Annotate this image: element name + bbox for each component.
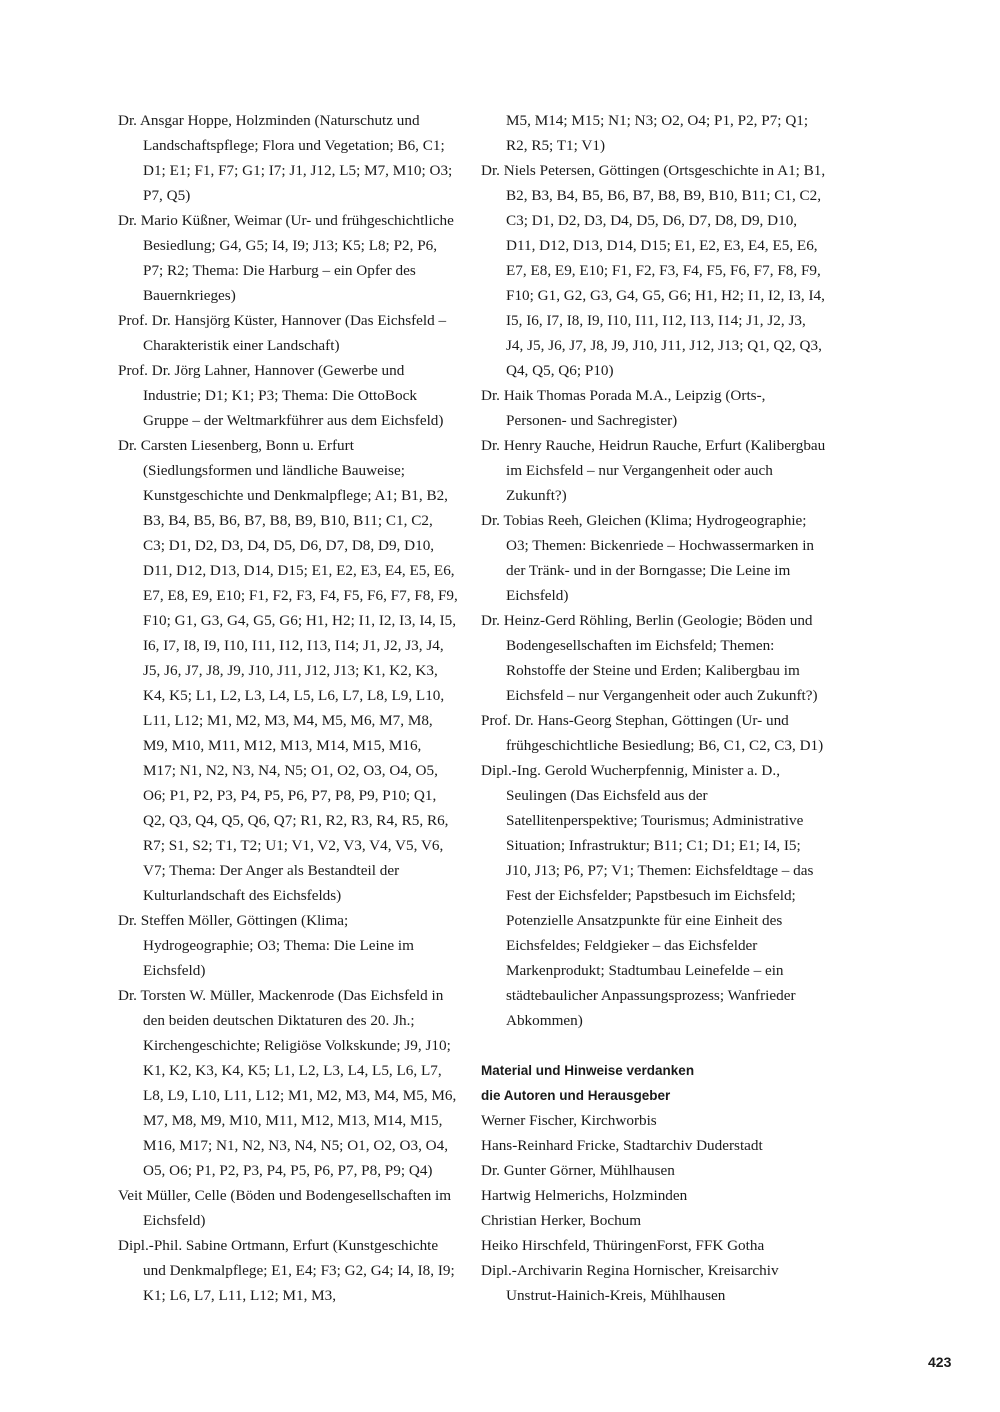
contributor-entry: Dr. Mario Küßner, Weimar (Ur- und frühgeschichtliche Besiedlung; G4, G5; I4, I9; J13; K5; L8; P2, P6, P7; R2; Thema: Die Harburg – ein Opfer des Bauernkrieges) bbox=[118, 212, 454, 304]
acknowledgement-item: Heiko Hirschfeld, ThüringenForst, FFK Gotha bbox=[481, 1237, 765, 1254]
section-heading: die Autoren und Herausgeber bbox=[481, 1088, 671, 1103]
contributor-entry: Dr. Carsten Liesenberg, Bonn u. Erfurt (Siedlungsformen und ländliche Bauweise; Kunstgeschichte und Denkmalpflege; A1; B1, B2, B3, B4, B5, B6, B7, B8, B9, B10, B11; C1, C2, C3; D1, D2, D3, D4, D5, D6, D7, D8, D9, D10, D11, D12, D13, D14, D15; E1, E2, E3, E4, E5, E6, E7, E8, E9, E10; F1, F2, F3, F4, F5, F6, F7, F8, F9, F10; G1, G3, G4, G5, G6; H1, H2; I1, I2, I3, I4, I5, I6, I7, I8, I9, I10, I11, I12, I13, I14; J1, J2, J3, J4, J5, J6, J7, J8, J9, J10, J11, J12, J13; K1, K2, K3, K4, K5; L1, L2, L3, L4, L5, L6, L7, L8, L9, L10, L11, L12; M1, M2, M3, M4, M5, M6, M7, M8, M9, M10, M11, M12, M13, M14, M15, M16, M17; N1, N2, N3, N4, N5; O1, O2, O3, O4, O5, O6; P1, P2, P3, P4, P5, P6, P7, P8, P9, P10; Q1, Q2, Q3, Q4, Q5, Q6, Q7; R1, R2, R3, R4, R5, R6, R7; S1, S2; T1, T2; U1; V1, V2, V3, V4, V5, V6, V7; Thema: Der Anger als Bestandteil der Kulturlandschaft des Eichsfelds) bbox=[118, 437, 458, 904]
contributor-entry-continuation: M5, M14; M15; N1; N3; O2, O4; P1, P2, P7; Q1; R2, R5; T1; V1) bbox=[506, 112, 809, 154]
contributor-entry: Dr. Torsten W. Müller, Mackenrode (Das Eichsfeld in den beiden deutschen Diktaturen des 20. Jh.; Kirchengeschichte; Religiöse Volkskunde; J9, J10; K1, K2, K3, K4, K5; L1, L2, L3, L4, L5, L6, L7, L8, L9, L10, L11, L12; M1, M2, M3, M4, M5, M6, M7, M8, M9, M10, M11, M12, M13, M14, M15, M16, M17; N1, N2, N3, N4, N5; O1, O2, O3, O4, O5, O6; P1, P2, P3, P4, P5, P6, P7, P8, P9; Q4) bbox=[118, 987, 457, 1179]
contributor-entry: Prof. Dr. Jörg Lahner, Hannover (Gewerbe und Industrie; D1; K1; P3; Thema: Die OttoBock Gruppe – der Weltmarkführer aus dem Eichsfeld) bbox=[118, 362, 444, 429]
acknowledgement-item: Werner Fischer, Kirchworbis bbox=[481, 1112, 657, 1129]
contributor-entry: Dipl.-Ing. Gerold Wucherpfennig, Minister a. D., Seulingen (Das Eichsfeld aus der Satellitenperspektive; Tourismus; Administrative Situation; Infrastruktur; B11; C1; D1; E1; I4, I5; J10, J13; P6, P7; V1; Themen: Eichsfeldtage – das Fest der Eichsfelder; Papstbesuch im Eichsfeld; Potenzielle Ansatzpunkte für eine Einheit des Eichsfeldes; Feldgieker – das Eichsfelder Markenprodukt; Stadtumbau Leinefelde – ein städtebaulicher Anpassungsprozess; Wanfrieder Abkommen) bbox=[481, 762, 814, 1029]
contributor-entry: Dr. Tobias Reeh, Gleichen (Klima; Hydrogeographie; O3; Themen: Bickenriede – Hochwassermarken in der Tränk- und in der Borngasse; Die Leine im Eichsfeld) bbox=[481, 512, 815, 604]
section-heading: Material und Hinweise verdanken bbox=[481, 1063, 695, 1078]
contributor-entry: Dr. Ansgar Hoppe, Holzminden (Naturschutz und Landschaftspflege; Flora und Vegetation; B6, C1; D1; E1; F1, F7; G1; I7; J1, J12, L5; M7, M10; O3; P7, Q5) bbox=[118, 112, 453, 204]
contributor-entry: Dipl.-Phil. Sabine Ortmann, Erfurt (Kunstgeschichte und Denkmalpflege; E1, E4; F3; G2, G4; I4, I8, I9; K1; L6, L7, L11, L12; M1, M3, bbox=[118, 1237, 455, 1304]
acknowledgement-item: Hartwig Helmerichs, Holzminden bbox=[481, 1187, 688, 1204]
left-column bbox=[118, 108, 458, 1308]
contributor-entry: Dr. Niels Petersen, Göttingen (Ortsgeschichte in A1; B1, B2, B3, B4, B5, B6, B7, B8, B9, B10, B11; C1, C2, C3; D1, D2, D3, D4, D5, D6, D7, D8, D9, D10, D11, D12, D13, D14, D15; E1, E2, E3, E4, E5, E6, E7, E8, E9, E10; F1, F2, F3, F4, F5, F6, F7, F8, F9, F10; G1, G2, G3, G4, G5, G6; H1, H2; I1, I2, I3, I4, I5, I6, I7, I8, I9, I10, I11, I12, I13, I14; J1, J2, J3, J4, J5, J6, J7, J8, J9, J10, J11, J12, J13; Q1, Q2, Q3, Q4, Q5, Q6; P10) bbox=[481, 162, 826, 379]
contributor-entry: Prof. Dr. Hans-Georg Stephan, Göttingen (Ur- und frühgeschichtliche Besiedlung; B6, C1, C2, C3, D1) bbox=[481, 712, 824, 754]
acknowledgement-item: Hans-Reinhard Fricke, Stadtarchiv Duderstadt bbox=[481, 1137, 763, 1154]
contributor-entry: Dr. Steffen Möller, Göttingen (Klima; Hydrogeographie; O3; Thema: Die Leine im Eichsfeld) bbox=[118, 912, 414, 979]
contributor-entry: Prof. Dr. Hansjörg Küster, Hannover (Das Eichsfeld – Charakteristik einer Landschaft) bbox=[118, 312, 447, 354]
contributor-entry: Dr. Haik Thomas Porada M.A., Leipzig (Orts-, Personen- und Sachregister) bbox=[481, 387, 766, 429]
contributor-entry: Dr. Heinz-Gerd Röhling, Berlin (Geologie; Böden und Bodengesellschaften im Eichsfeld; Themen: Rohstoffe der Steine und Erden; Kalibergbau im Eichsfeld – nur Vergangenheit oder auch Zukunft?) bbox=[481, 612, 818, 704]
acknowledgement-item: Christian Herker, Bochum bbox=[481, 1212, 642, 1229]
page-number: 423 bbox=[928, 1354, 952, 1370]
contributor-entry: Dr. Henry Rauche, Heidrun Rauche, Erfurt (Kalibergbau im Eichsfeld – nur Vergangenheit oder auch Zukunft?) bbox=[481, 437, 826, 504]
right-column bbox=[481, 108, 826, 1308]
acknowledgement-item: Dipl.-Archivarin Regina Hornischer, Kreisarchiv Unstrut-Hainich-Kreis, Mühlhausen bbox=[481, 1262, 779, 1304]
contributor-entry: Veit Müller, Celle (Böden und Bodengesellschaften im Eichsfeld) bbox=[118, 1187, 452, 1229]
section-spacer bbox=[481, 1033, 826, 1058]
acknowledgement-item: Dr. Gunter Görner, Mühlhausen bbox=[481, 1162, 675, 1179]
